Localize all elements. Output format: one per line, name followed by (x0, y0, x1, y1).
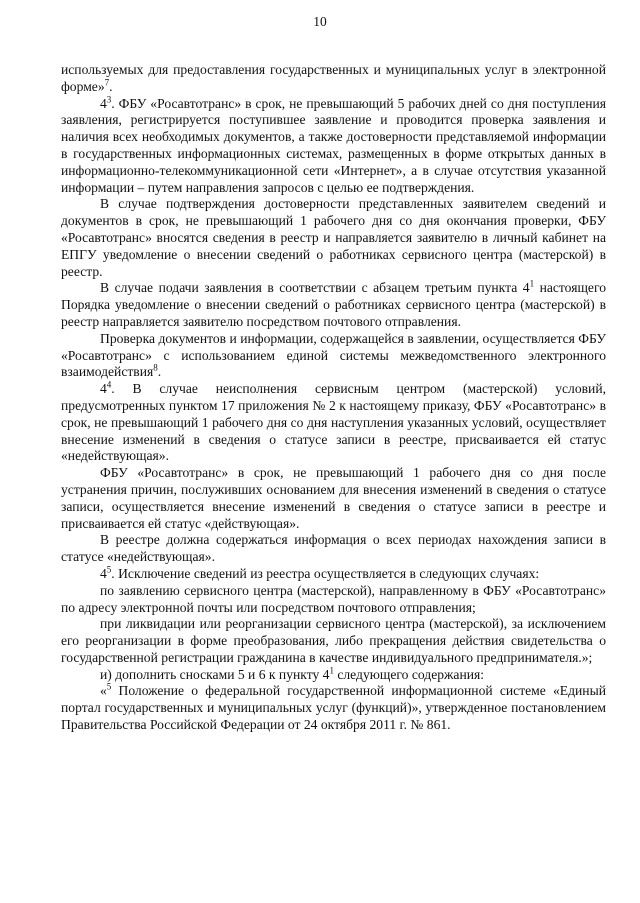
paragraph (61, 96, 606, 197)
paragraph (61, 683, 606, 733)
paragraph (61, 196, 606, 280)
paragraph-text: . В случае неисполнения сервисным центром (мастерской) условий, предусмотренных пунктом 17 приложения № 2 к настоящему приказу, ФБУ «Росавтотранс» в срок, не превышающий 1 рабочего дня со дня наступления указанных условий, осуществляет внесение изменений в сведения о статусе записи в реестре, присваивается ей статус «недействующая». (61, 381, 606, 464)
footnote-mark: 7 (104, 77, 110, 88)
paragraph-text: ФБУ «Росавтотранс» в срок, не превышающий 1 рабочего дня со дня после устранения причин, послуживших основанием для внесения изменений в сведения о статусе записи, осуществляется внесение изменений в сведения о статусе записи в реестре и присваивается ей статус «действующая». (61, 465, 606, 531)
paragraph-text: Проверка документов и информации, содержащейся в заявлении, осуществляется ФБУ «Росавтотранс» с использованием единой системы межведомственного электронного взаимодействия (61, 330, 606, 380)
paragraph-text: и) дополнить сносками 5 и 6 к пункту 4 (100, 666, 330, 682)
paragraph (61, 381, 606, 465)
paragraph (61, 465, 606, 532)
paragraph-tail: Положение о федеральной государственной информационной системе «Единый портал государственных и муниципальных услуг (функций)», утвержденное постановлением Правительства Российской Федерации от 24 октября 2011 г. № 861. (61, 683, 606, 733)
paragraph (61, 616, 606, 666)
paragraph-tail: настоящего Порядка уведомление о внесении сведений о работниках сервисного центра (мастерской) в реестр направляется заявителю посредством почтового отправления. (61, 280, 606, 329)
paragraph (61, 583, 606, 617)
paragraph-text: . Исключение сведений из реестра осуществляется в следующих случаях: (111, 565, 540, 581)
paragraph-tail: . (157, 364, 162, 380)
paragraph (61, 667, 606, 684)
paragraph (61, 280, 606, 330)
paragraph-text: используемых для предоставления государственных и муниципальных услуг в электронной форме» (61, 62, 606, 94)
paragraph-text: « (100, 683, 107, 699)
paragraph (61, 532, 606, 566)
paragraph (61, 331, 606, 381)
paragraph-text: В реестре должна содержаться информация о всех периодах нахождения записи в статусе «недействующая». (61, 532, 606, 565)
footnote-mark: 1 (329, 665, 334, 676)
clause-superscript: 5 (106, 564, 112, 575)
paragraph-tail: следующего содержания: (333, 666, 485, 682)
clause-superscript: 4 (106, 379, 112, 390)
footnote-mark: 1 (529, 278, 535, 289)
clause-number: 4 (100, 95, 107, 111)
footnote-mark: 8 (153, 362, 158, 373)
clause-superscript: 3 (106, 94, 112, 105)
paragraph-text: при ликвидации или реорганизации сервисного центра (мастерской), за исключением его реорганизации в форме преобразования, либо прекращения действия свидетельства о государственной регистрации гражданина в качестве индивидуального предпринимателя.»; (61, 616, 606, 665)
paragraph-text: по заявлению сервисного центра (мастерской), направленному в ФБУ «Росавтотранс» по адресу электронной почты или посредством почтового отправления; (61, 582, 606, 615)
page-number: 10 (313, 14, 327, 29)
footnote-mark: 5 (106, 681, 112, 692)
paragraph-text: В случае подачи заявления в соответствии с абзацем третьим пункта 4 (100, 280, 530, 296)
paragraph-text: . ФБУ «Росавтотранс» в срок, не превышающий 5 рабочих дней со дня поступления заявления, регистрируется поступившее заявление и проводится проверка заявления и наличия всех необходимых документов, а также достоверности представляемой информации в государственных информационных системах, размещенных в форме открытых данных в информационно-телекоммуникационной сети «Интернет», а в случае отсутствия указанной информации – путем направления запросов с целью ее подтверждения. (61, 95, 606, 195)
paragraph (61, 62, 606, 96)
paragraph (61, 566, 606, 583)
paragraph-text: В случае подтверждения достоверности представленных заявителем сведений и документов в срок, не превышающий 1 рабочего дня со дня окончания проверки, ФБУ «Росавтотранс» вносятся сведения в реестр и направляется заявителю в личный кабинет на ЕПГУ уведомление о внесении сведений о работниках сервисного центра (мастерской) в реестр. (61, 196, 606, 279)
paragraph-tail: . (109, 78, 113, 94)
document-body (61, 62, 606, 734)
clause-number: 4 (100, 565, 107, 581)
clause-number: 4 (100, 381, 107, 397)
